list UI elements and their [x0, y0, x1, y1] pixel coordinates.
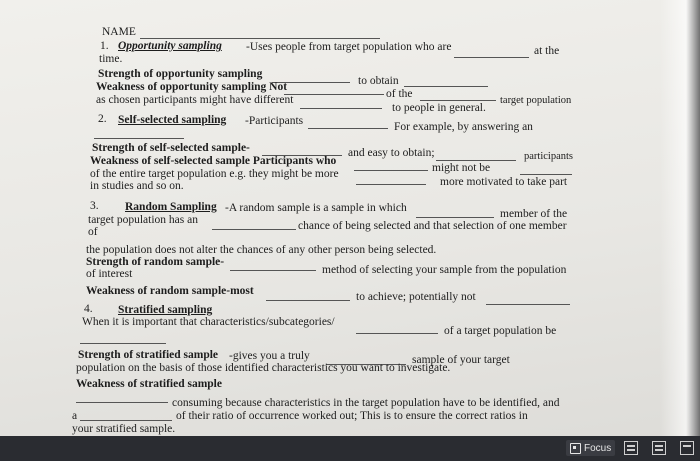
- section-3-method: method of selecting your sample from the population: [322, 264, 567, 276]
- section-3-number: 3.: [90, 200, 99, 212]
- section-1-of-the: of the: [386, 88, 413, 100]
- blank-2b[interactable]: [94, 138, 184, 139]
- blank-2a[interactable]: [308, 128, 388, 129]
- focus-button[interactable]: [566, 440, 615, 456]
- section-2-title: Self-selected sampling: [118, 114, 227, 126]
- section-1-desc-end: at the: [534, 45, 560, 57]
- section-3-target-has: target population has an: [88, 214, 198, 226]
- section-4-gives: -gives you a truly: [229, 350, 310, 362]
- section-4-ratio: of their ratio of occurrence worked out; This is to ensure the correct ratios in: [176, 410, 528, 422]
- section-1-to-obtain: to obtain: [358, 75, 399, 87]
- blank-4d[interactable]: [76, 402, 168, 403]
- section-1-weakness: Weakness of opportunity sampling Not: [96, 81, 288, 93]
- section-4-a: a: [72, 410, 78, 422]
- section-2-participants: participants: [524, 151, 573, 162]
- section-1-desc: -Uses people from target population who are: [246, 41, 452, 53]
- blank-1a[interactable]: [454, 57, 529, 58]
- read-mode-icon[interactable]: [624, 441, 638, 455]
- name-label: NAME: [102, 26, 136, 38]
- section-1-as-chosen: as chosen participants might have different: [96, 94, 294, 106]
- section-4-number: 4.: [84, 303, 93, 315]
- blank-4a[interactable]: [356, 333, 438, 334]
- blank-2e[interactable]: [354, 170, 428, 171]
- print-layout-icon[interactable]: [652, 441, 666, 455]
- section-2-number: 2.: [98, 113, 107, 125]
- section-4-when: When it is important that characteristics/subcategories/: [82, 316, 335, 328]
- blank-4e[interactable]: [80, 420, 172, 421]
- focus-label: Focus: [584, 442, 612, 454]
- paper-edge: [686, 0, 700, 461]
- section-4-sample-of: sample of your target: [412, 354, 510, 366]
- web-layout-icon[interactable]: [680, 441, 694, 455]
- section-1-target-population: target population: [500, 95, 572, 106]
- section-2-weakness: Weakness of self-selected sample Participants who: [90, 155, 337, 167]
- section-1-strength: Strength of opportunity sampling: [98, 68, 263, 80]
- section-3-weakness: Weakness of random sample-most: [86, 285, 254, 297]
- section-2-entire: of the entire target population e.g. they might be more: [90, 168, 339, 180]
- section-4-title: Stratified sampling: [118, 304, 213, 316]
- section-4-population-basis: population on the basis of those identified characteristics you want to investigate.: [76, 362, 451, 374]
- blank-4b[interactable]: [80, 343, 166, 344]
- blank-2f[interactable]: [520, 174, 572, 175]
- section-4-of-target: of a target population be: [444, 325, 557, 337]
- section-1-title: Opportunity sampling: [118, 40, 222, 52]
- blank-1e[interactable]: [420, 100, 496, 101]
- section-2-in-studies: in studies and so on.: [90, 180, 184, 192]
- name-blank[interactable]: [140, 38, 380, 39]
- section-2-example: For example, by answering an: [394, 121, 533, 133]
- section-4-strength: Strength of stratified sample: [78, 349, 219, 361]
- section-2-desc: -Participants: [245, 115, 304, 127]
- section-3-desc: -A random sample is a sample in which: [225, 202, 407, 214]
- section-3-of-interest: of interest: [86, 268, 133, 280]
- blank-3e[interactable]: [486, 304, 570, 305]
- section-3-strength: Strength of random sample-: [86, 256, 225, 268]
- section-2-easy: and easy to obtain;: [348, 147, 435, 159]
- blank-1c[interactable]: [404, 86, 488, 87]
- section-2-strength: Strength of self-selected sample-: [92, 142, 250, 154]
- section-3-population-does: the population does not alter the chances of any other person being selected.: [86, 244, 437, 256]
- section-2-might-not: might not be: [432, 162, 491, 174]
- section-4-your-stratified: your stratified sample.: [72, 423, 176, 435]
- section-3-chance: chance of being selected and that selection of one member: [298, 220, 567, 232]
- blank-3a[interactable]: [416, 217, 494, 218]
- section-3-of: of: [88, 226, 98, 238]
- blank-1f[interactable]: [300, 108, 382, 109]
- section-4-weakness: Weakness of stratified sample: [76, 378, 222, 390]
- blank-1d[interactable]: [284, 94, 384, 95]
- section-1-number: 1.: [100, 40, 109, 52]
- focus-icon: [570, 443, 581, 454]
- section-3-title: Random Sampling: [125, 201, 217, 213]
- section-1-to-people: to people in general.: [392, 102, 486, 114]
- blank-3b[interactable]: [212, 229, 296, 230]
- section-4-consuming: consuming because characteristics in the target population have to be identified, and: [172, 397, 560, 409]
- section-1-time: time.: [99, 53, 123, 65]
- blank-2d[interactable]: [436, 160, 516, 161]
- section-3-member: member of the: [500, 208, 568, 220]
- section-2-more-motivated: more motivated to take part: [440, 176, 568, 188]
- blank-3d[interactable]: [266, 300, 350, 301]
- blank-2g[interactable]: [356, 184, 426, 185]
- blank-3c[interactable]: [230, 270, 316, 271]
- section-3-achieve: to achieve; potentially not: [356, 291, 476, 303]
